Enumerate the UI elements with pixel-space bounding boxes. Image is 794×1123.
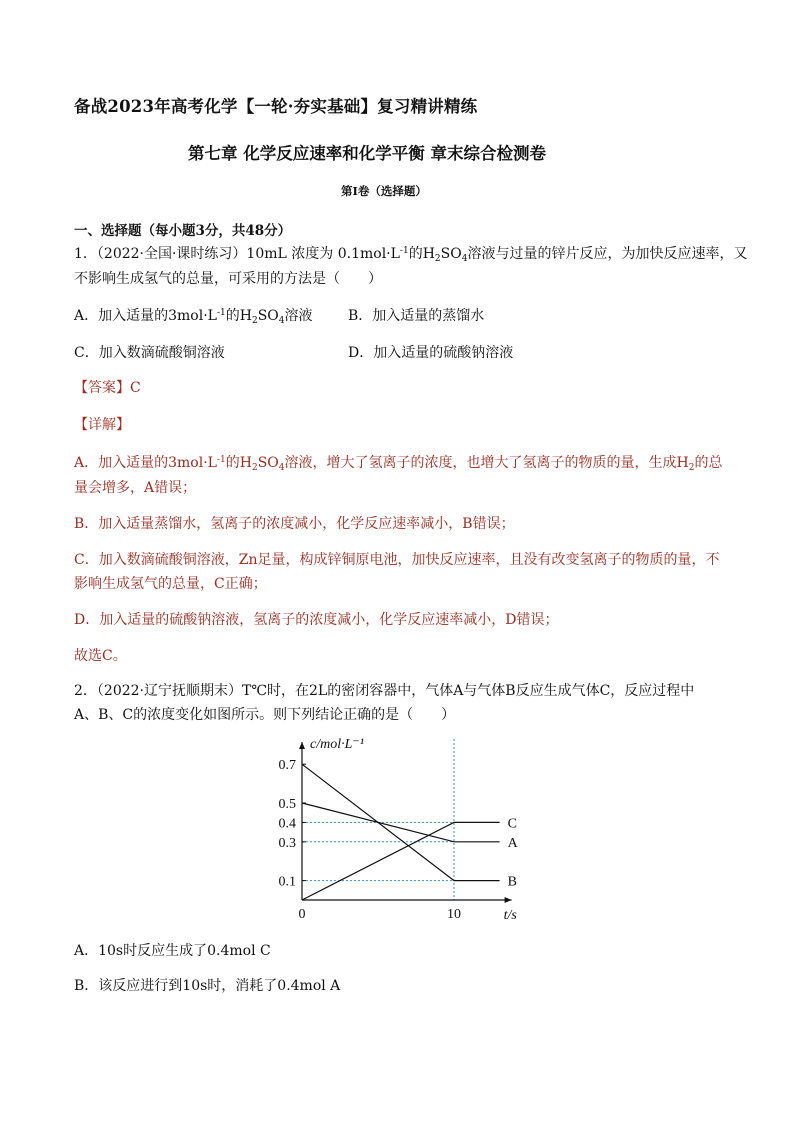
x-tick-label: 0 — [298, 907, 306, 922]
q1-option-d[interactable]: D．加入适量的硫酸钠溶液 — [348, 345, 514, 361]
doc-title: 备战2023年高考化学【一轮·夯实基础】复习精讲精练 — [74, 97, 478, 116]
q2-option-b[interactable]: B．该反应进行到10s时，消耗了0.4mol A — [74, 978, 341, 994]
x-axis-label: t/s — [503, 908, 517, 923]
y-tick-label: 0.4 — [278, 816, 296, 832]
q1-explanation-a-line1: A．加入适量的$3mol\cdot L^{-1}$的$H_2SO_4$溶液，增大了氢离子的浓度，也增大了氢离子的物质的量，生成$H_2$的总 — [74, 455, 723, 473]
q1-option-c[interactable]: C．加入数滴硫酸铜溶液 — [74, 345, 225, 361]
series-label-B: B — [507, 874, 517, 890]
y-tick-label: 0.3 — [278, 835, 296, 851]
x-tick-label: 10 — [447, 907, 461, 922]
q1-option-b[interactable]: B．加入适量的蒸馏水 — [348, 308, 485, 324]
series-label-C: C — [507, 816, 517, 832]
section-heading: 一、选择题（每小题3分，共48分） — [74, 223, 292, 239]
q1-stem-line2: 不影响生成氢气的总量，可采用的方法是（ ） — [74, 271, 382, 287]
q2-stem-line2: A、B、C的浓度变化如图所示。则下列结论正确的是（ ） — [74, 707, 456, 723]
y-axis-arrow — [299, 742, 305, 749]
part-title: 第I卷（选择题） — [341, 184, 427, 198]
q1-option-a[interactable]: A．加入适量的$3mol\cdot L^{-1}$的$H_2SO_4$溶液 — [74, 308, 313, 326]
chapter-title: 第七章 化学反应速率和化学平衡 章末综合检测卷 — [188, 144, 546, 163]
q1-explanation-a-line2: 量会增多，A错误； — [74, 480, 197, 496]
y-tick-label: 0.1 — [278, 874, 296, 890]
q2-stem-line1: 2．（2022·辽宁抚顺期末）T℃时，在2L的密闭容器中，气体A与气体B反应生成气体C，反应过程中 — [74, 683, 695, 699]
y-tick-label: 0.5 — [278, 797, 296, 812]
y-tick-label: 0.7 — [278, 758, 296, 774]
series-line-C — [302, 822, 500, 900]
q1-explanation-d: D．加入适量的硫酸钠溶液，氢离子的浓度减小，化学反应速率减小，D错误； — [74, 612, 559, 628]
q1-conclusion: 故选C。 — [74, 648, 127, 664]
q1-explanation-c-line1: C．加入数滴硫酸铜溶液，Zn足量，构成锌铜原电池，加快反应速率，且没有改变氢离子的物质的量，不 — [74, 552, 720, 568]
q2-option-a[interactable]: A．10s时反应生成了0.4mol C — [74, 943, 271, 959]
q1-answer: 【答案】C — [74, 380, 141, 396]
q1-stem-line1: 1．（2022·全国·课时练习）10mL 浓度为 $0.1mol\cdot L^{-1}$的$H_2SO_4$溶液与过量的锌片反应，为加快反应速率，又 — [74, 246, 748, 264]
series-label-A: A — [507, 835, 518, 851]
x-axis-arrow — [505, 897, 512, 903]
q1-detail-label: 【详解】 — [74, 417, 130, 433]
q1-explanation-c-line2: 影响生成氢气的总量，C正确； — [74, 576, 267, 592]
concentration-chart — [270, 730, 540, 930]
y-axis-label: c/mol·L⁻¹ — [310, 737, 364, 752]
q1-explanation-b: B．加入适量蒸馏水，氢离子的浓度减小，化学反应速率减小，B错误； — [74, 516, 515, 532]
